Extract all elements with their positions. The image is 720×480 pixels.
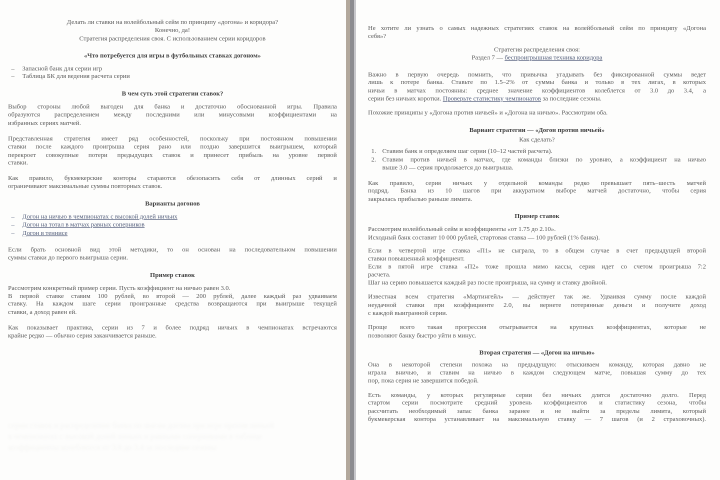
text-line: лишь к потере банка. Ставьте по 1.5–2% от суммы банка и только в тех лигах, в которых <box>368 79 706 87</box>
list-marker: 2. <box>371 156 377 164</box>
paragraph <box>8 104 337 128</box>
page-1-content <box>8 19 337 340</box>
text-line: Запасной банк для серии игр <box>22 65 103 73</box>
text-line: ограничивают максимальные суммы повторных ставок. <box>8 183 163 191</box>
text-line: Догон в теннисе <box>22 229 68 237</box>
section-heading <box>8 272 337 280</box>
paragraph <box>368 324 706 340</box>
text-line <box>368 54 706 62</box>
text-line: Выбор стороны любой выгоден для банка и достаточно обоснованной игры. Правила <box>8 103 337 111</box>
text-segment: Раздел 7 — <box>471 54 505 62</box>
list-block <box>8 65 337 81</box>
text-line: ничьи в матчах постоянны: среднее значение коэффициентов колеблется от 3.0 до 3.4, а <box>368 87 706 95</box>
text-line: Догон на тотал в матчах равных соперников <box>22 221 145 229</box>
text-line: крайне редко — обычно серия заканчивается раньше. <box>8 332 157 340</box>
text-line: Исходный банк составит 10 000 рублей, стартовая ставка — 100 рублей (1% банка). <box>368 234 600 242</box>
text-line: Есть команды, у которых регулярные серии без ничьих длятся достаточно долго. Перед <box>368 391 706 399</box>
text-line: рассчитать необходимый запас банка заранее и не выйти за пределы лимита, который <box>368 407 706 415</box>
list-item <box>8 65 337 73</box>
list-marker: – <box>11 229 15 237</box>
link-item[interactable] <box>8 229 337 237</box>
text-line: В чем суть этой стратегии ставок? <box>121 90 224 98</box>
section-heading <box>368 213 706 221</box>
link-item[interactable] <box>8 213 337 221</box>
text-line: Если в четвертой игре ставка «П1» не сыграла, то в общем случае в счет предыдущей второй <box>368 247 706 255</box>
text-line: перекроет совокупные потери предыдущих ставок и принесет прибыль на уровне первой <box>8 151 337 159</box>
section-heading <box>368 127 706 135</box>
text-line: Конечно, да! <box>154 26 190 35</box>
text-line: закрылась прибылью раньше лимита. <box>368 195 473 203</box>
text-line: Как правило, серия ничьих у отдельной команды редко превышает пять–шесть матчей <box>368 179 706 187</box>
text-line: Догон на ничью в чемпионатах с высокой долей ничьих <box>22 213 178 221</box>
paragraph <box>368 294 706 318</box>
text-line: Рассмотрим конкретный пример серии. Пусть коэффициент на ничью равен 3.0. <box>8 284 231 292</box>
text-line: Как сделать? <box>519 136 555 144</box>
text-line: Ставим банк и определяем шаг серии (10–12 частей расчета). <box>382 148 553 156</box>
paragraph <box>368 46 706 62</box>
text-line: Таблица БК для ведения расчета серии <box>22 73 130 81</box>
paragraph <box>8 175 337 191</box>
text-line: играла вничью, и ставим на ничью в каждом следующем матче, повышая сумму до тех <box>368 369 706 377</box>
text-line: ставки после каждого проигрыша серия рано или поздно завершится выигрышем, который <box>8 143 337 151</box>
text-line: Не хотите ли узнать о самых надежных стратегиях ставок на волейбольный сейм по принципу «Догона <box>368 25 706 33</box>
text-segment: за последние сезоны. <box>540 95 602 103</box>
text-line: избранных сериях матчей. <box>8 119 82 127</box>
link-item[interactable] <box>8 221 337 229</box>
text-line: с каждой выигранной серии. <box>368 309 448 317</box>
text-segment: серии без ничьих коротки. <box>368 95 443 103</box>
text-line: Представленная стратегия имеет ряд особенностей, поскольку при постоянном повышении <box>8 135 337 143</box>
section-heading <box>8 200 337 208</box>
list-item <box>368 148 706 156</box>
inline-link[interactable]: беспроигрышная техника коридора <box>504 54 603 62</box>
text-line: Варианты догонов <box>145 200 200 208</box>
text-line: Если брать основной вид этой методики, то он основан на последовательном повышении <box>8 246 337 254</box>
text-line: Если в пятой игре ставка «П2» тоже прошла мимо кассы, серия идет со счетом проигрыша 7:2 <box>368 263 706 271</box>
ghost-line: коэффициенты колеблются от 3.0 до 3.4 за последние сезоны <box>8 443 217 452</box>
list-item <box>8 73 337 81</box>
text-line: Проще всего такая прогрессия отыгрывается на крупных коэффициентах, которые не <box>368 324 706 332</box>
text-line: Пример ставок <box>514 212 560 221</box>
text-line: суммы ставки до первого выигрыша серии. <box>8 254 129 262</box>
text-line: неудачной ставки при коэффициенте 2.0, вы вернете потерянные деньги и получите доход <box>368 301 706 309</box>
text-line: Стратегия распределения своя: <box>494 46 580 54</box>
paragraph <box>8 19 337 43</box>
section-heading <box>368 349 706 357</box>
paragraph <box>368 226 706 242</box>
text-line: Делать ли ставки на волейбольный сейм по принципу «догона» и коридора? <box>66 19 279 27</box>
paragraph <box>8 246 337 262</box>
text-line: Вторая стратегия — «Догон на ничью» <box>479 349 595 357</box>
text-line: подряд. Банка из 10 шагов при аккуратном выборе матчей достаточно, чтобы серия <box>368 187 706 195</box>
ghost-line: в чемпионатах с высокой долей ничьих и равными соперниками в таблице <box>8 432 263 441</box>
ghost-line: серии ставок и распределение банка по шагам догона при игре против ничьей <box>8 421 275 430</box>
page-divider <box>346 0 356 480</box>
text-line: букмекерская контора устанавливает на максимальную ставку — 7 шагов (и 2 страховочных). <box>368 415 706 423</box>
text-line: Ставим против ничьей в матчах, где команды близки по уровню, а коэффициент на ничью <box>382 156 706 164</box>
text-line: ставки. <box>8 159 29 167</box>
text-line: Как показывает практика, серии из 7 и более подряд ничьих в чемпионатах встречаются <box>8 324 337 332</box>
inline-link[interactable]: Проверьте статистику чемпионатов <box>442 95 541 103</box>
paragraph <box>368 71 706 103</box>
text-line: «Что потребуется для игры в футбольных ставках догоном» <box>84 52 261 60</box>
paragraph <box>368 180 706 204</box>
section-heading <box>8 90 337 98</box>
text-line: В первой ставке ставим 100 рублей, во второй — 200 рублей, далее каждый раз удваиваем <box>8 292 337 300</box>
text-line: Как правило, букмекерские конторы стараются обезопасить себя от длинных серий и <box>8 175 337 183</box>
list-block <box>8 213 337 237</box>
text-line: себя»? <box>368 32 387 41</box>
text-line: Стратегия распределения своя. С использованием серии коридоров <box>79 34 266 43</box>
text-line: образуются распределением между последними или минусовыми коэффициентами на <box>8 111 337 119</box>
text-line: Важно в первую очередь помнить, что привычка угадывать без фиксированной суммы ведет <box>368 71 706 79</box>
ghost-text-artifact <box>8 420 328 453</box>
paragraph <box>8 325 337 341</box>
text-line: Вариант стратегии — «Догон против ничьей» <box>469 126 605 134</box>
list-marker: – <box>11 221 15 229</box>
paragraph <box>368 25 706 41</box>
text-line: ставки повышенный коэффициент. <box>368 255 465 263</box>
text-line: Она в некоторой степени похожа на предыдущую: отыскиваем команду, которая давно не <box>368 361 706 369</box>
paragraph <box>368 361 706 385</box>
paragraph <box>368 392 706 424</box>
text-line: ставку. На каждом шаге серии проигранные средства возвращаются при выигрыше текущей <box>8 300 337 308</box>
text-line: Известная всем стратегия «Мартингейл» — действует так же. Удваивая сумму после каждой <box>368 293 706 301</box>
list-item <box>368 156 706 172</box>
paragraph <box>8 285 337 317</box>
text-line: расчета. <box>368 271 391 279</box>
list-marker: – <box>11 65 15 73</box>
document-page-1[interactable] <box>0 0 346 480</box>
text-line: пор, пока серия не завершится победой. <box>368 377 479 385</box>
section-heading <box>8 52 337 60</box>
text-line: выше 3.0 — серия продолжается до выигрыша. <box>382 164 514 172</box>
list-block <box>368 148 706 172</box>
text-line: Шаг на серию повышается каждый раз после проигрыша, на сумму и ставку двойной. <box>368 279 607 287</box>
paragraph <box>368 136 706 144</box>
text-line: Похожие принципы у «Догона против ничьей» и «Догона на ничью». Рассмотрим оба. <box>368 109 608 117</box>
page-2-content <box>368 25 706 424</box>
paragraph <box>368 110 706 118</box>
paragraph <box>8 135 337 167</box>
text-line: позволяют банку быстро уйти в минус. <box>368 332 477 340</box>
list-marker: 1. <box>371 148 377 156</box>
text-line: ставки, а доход равен ей. <box>8 308 77 316</box>
text-line: стартом серии посмотрите средний уровень коэффициентов и статистику сезона, чтобы <box>368 399 706 407</box>
document-page-2[interactable] <box>356 0 720 480</box>
paragraph <box>368 247 706 287</box>
list-marker: – <box>11 213 15 221</box>
text-line <box>368 95 706 103</box>
list-marker: – <box>11 73 15 81</box>
text-line: Пример ставок <box>150 271 195 279</box>
text-line: Рассмотрим волейбольный сейм и коэффициенты «от 1.75 до 2.10». <box>368 226 556 234</box>
